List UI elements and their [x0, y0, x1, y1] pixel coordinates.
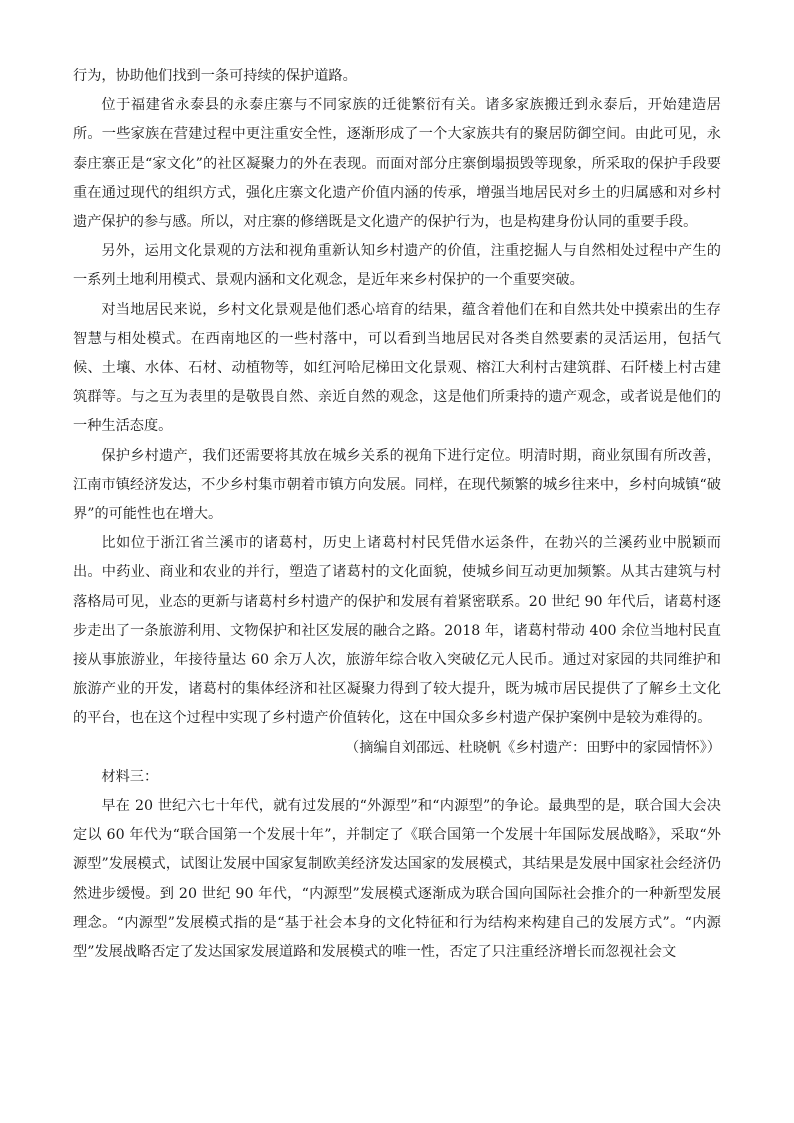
paragraph-7: 早在 20 世纪六七十年代，就有过发展的“外源型”和“内源型”的争论。最典型的是，联合国大会决定以 60 年代为“联合国第一个发展十年”，并制定了《联合国第一个发展十年国际发展战略》，采取“外源型”发展模式，试图让发展中国家复制欧美经济发达国家的发展模式，其结果是发展中国家社会经济仍然进步缓慢。到 20 世纪 90 年代，“内源型”发展模式逐渐成为联合国向国际社会推介的一种新型发展理念。“内源型”发展模式指的是“基于社会本身的文化特征和行为结构来构建自己的发展方式”。“内源型”发展战略否定了发达国家发展道路和发展模式的唯一性，否定了只注重经济增长而忽视社会文 — [73, 798, 721, 961]
paragraph-4: 对当地居民来说，乡村文化景观是他们悉心培育的结果，蕴含着他们在和自然共处中摸索出的生存智慧与相处模式。在西南地区的一些村落中，可以看到当地居民对各类自然要素的灵活运用，包括气候、土壤、水体、石材、动植物等，如红河哈尼梯田文化景观、榕江大利村古建筑群、石阡楼上村古建筑群等。与之互为表里的是敬畏自然、亲近自然的观念，这是他们所秉持的遗产观念，或者说是他们的一种生活态度。 — [73, 301, 721, 435]
source-citation: （摘编自刘邵远、杜晓帆《乡村遗产：田野中的家园情怀》） — [345, 739, 721, 756]
paragraph-3: 另外，运用文化景观的方法和视角重新认知乡村遗产的价值，注重挖掘人与自然相处过程中产生的一系列土地利用模式、景观内涵和文化观念，是近年来乡村保护的一个重要突破。 — [73, 243, 721, 289]
paragraph-6: 比如位于浙江省兰溪市的诸葛村，历史上诸葛村村民凭借水运条件，在勃兴的兰溪药业中脱颖而出。中药业、商业和农业的并行，塑造了诸葛村的文化面貌，使城乡间互动更加频繁。从其古建筑与村落格局可见，业态的更新与诸葛村乡村遗产的保护和发展有着紧密联系。20 世纪 90 年代后，诸葛村逐步走出了一条旅游利用、文物保护和社区发展的融合之路。2018 年，诸葛村带动 400 余位当地村民直接从事旅游业，年接待量达 60 余万人次，旅游年综合收入突破亿元人民币。通过对家园的共同维护和旅游产业的开发，诸葛村的集体经济和社区凝聚力得到了较大提升，既为城市居民提供了了解乡土文化的平台，也在这个过程中实现了乡村遗产价值转化，这在中国众多乡村遗产保护案例中是较为难得的。 — [73, 535, 721, 727]
paragraph-1: 行为，协助他们找到一条可持续的保护道路。 — [73, 68, 357, 84]
material-label: 材料三： — [101, 768, 159, 785]
document-page — [73, 62, 721, 967]
paragraph-2: 位于福建省永泰县的永泰庄寨与不同家族的迁徙繁衍有关。诸多家族搬迁到永泰后，开始建造居所。一些家族在营建过程中更注重安全性，逐渐形成了一个大家族共有的聚居防御空间。由此可见，永泰庄寨正是“家文化”的社区凝聚力的外在表现。而面对部分庄寨倒塌损毁等现象，所采取的保护手段要重在通过现代的组织方式，强化庄寨文化遗产价值内涵的传承，增强当地居民对乡土的归属感和对乡村遗产保护的参与感。所以，对庄寨的修缮既是文化遗产的保护行为，也是构建身份认同的重要手段。 — [73, 97, 721, 231]
paragraph-5: 保护乡村遗产，我们还需要将其放在城乡关系的视角下进行定位。明清时期，商业氛围有所改善，江南市镇经济发达，不少乡村集市朝着市镇方向发展。同样，在现代频繁的城乡往来中，乡村向城镇“破界”的可能性也在增大。 — [73, 447, 721, 523]
